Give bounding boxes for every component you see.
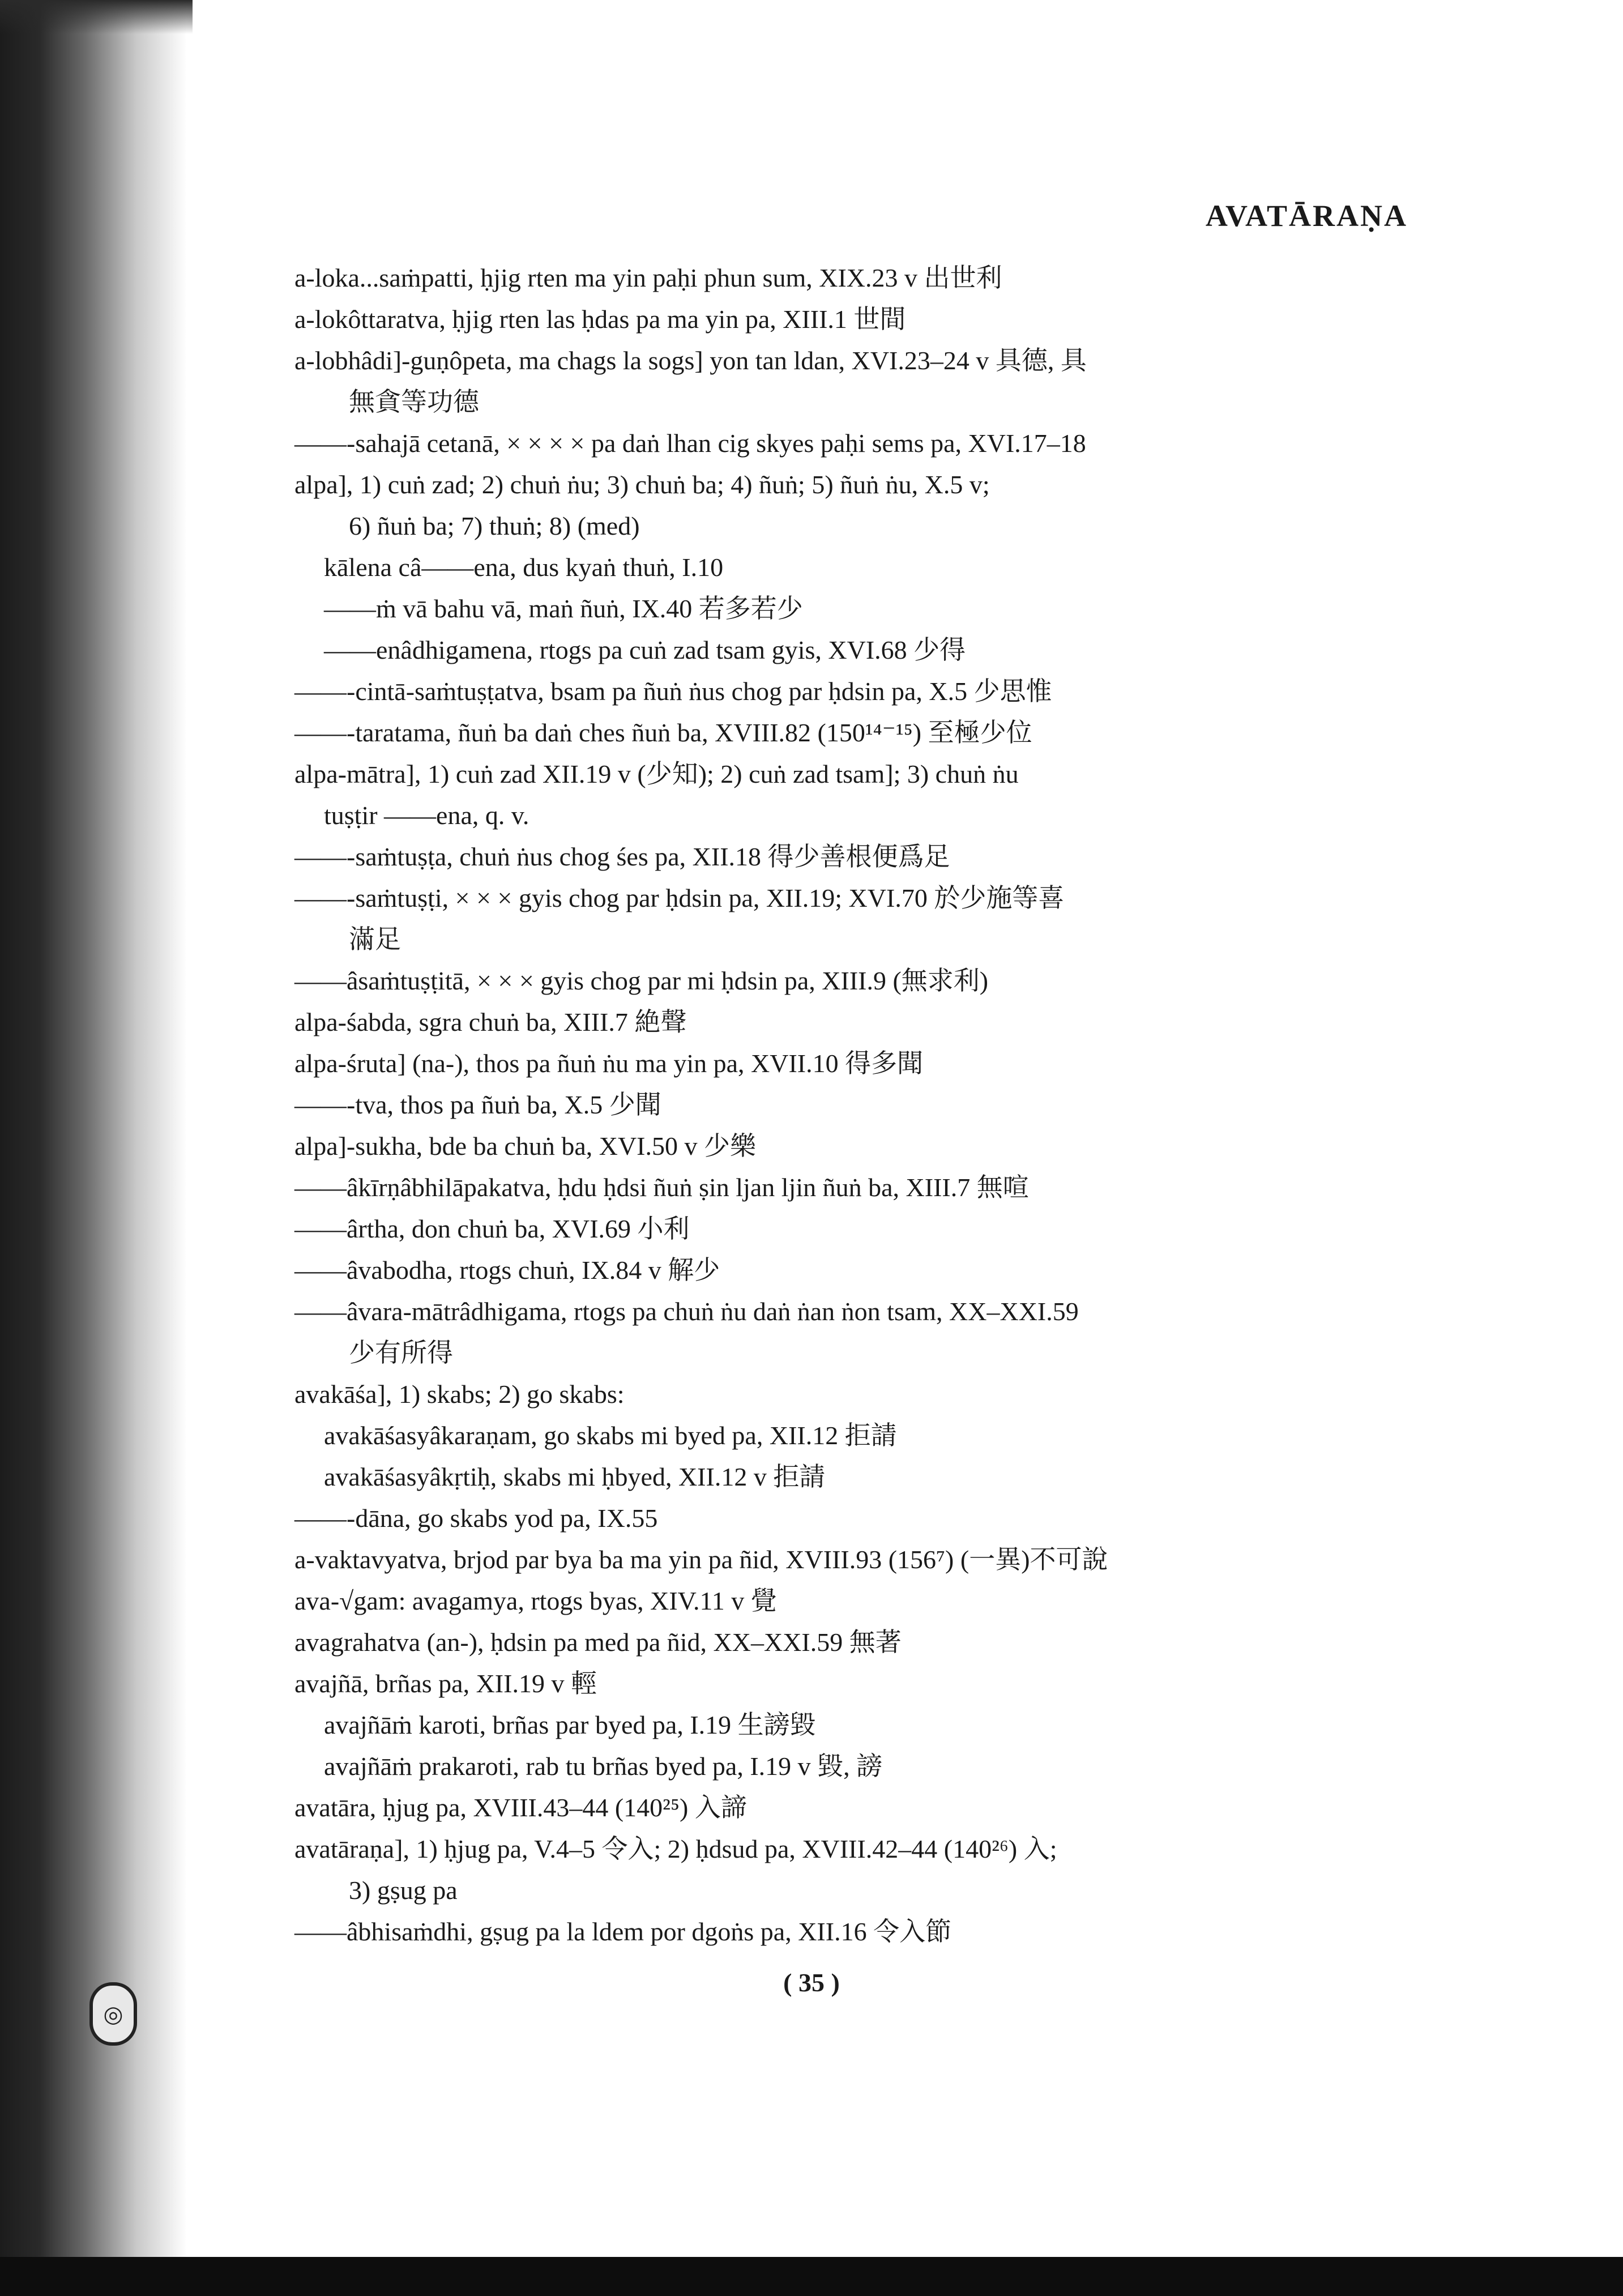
entry-line: a-lokôttaratva, ḥjig rten las ḥdas pa ma yin pa, XIII.1 世間: [294, 305, 906, 334]
entry-line: ——-cintā-saṁtuṣṭatva, bsam pa ñuṅ ṅus chog par ḥdsin pa, X.5 少思惟: [294, 677, 1052, 706]
entry-line: ——ârtha, don chuṅ ba, XVI.69 小利: [294, 1214, 690, 1243]
entry-subline: avajñāṁ prakaroti, rab tu brñas byed pa, I.19 v 毀, 謗: [324, 1752, 883, 1781]
entry-subline: ——ṁ vā bahu vā, maṅ ñuṅ, IX.40 若多若少: [324, 594, 803, 623]
glossary-entries: [294, 257, 1410, 1952]
running-head: AVATĀRAṆA: [1205, 199, 1408, 233]
entry-line: ——âvabodha, rtogs chuṅ, IX.84 v 解少: [294, 1256, 720, 1284]
entry-line: avagrahatva (an-), ḥdsin pa med pa ñid, XX–XXI.59 無著: [294, 1628, 902, 1657]
entry-line: ava-√gam: avagamya, rtogs byas, XIV.11 v 覺: [294, 1586, 777, 1615]
entry-subline: avakāśasyâkṛtiḥ, skabs mi ḥbyed, XII.12 v 拒請: [324, 1462, 826, 1491]
entry-subline: ——enâdhigamena, rtogs pa cuṅ zad tsam gyis, XVI.68 少得: [324, 635, 966, 664]
entry-line: alpa], 1) cuṅ zad; 2) chuṅ ṅu; 3) chuṅ ba; 4) ñuṅ; 5) ñuṅ ṅu, X.5 v;: [294, 470, 990, 499]
entry-line: alpa]-sukha, bde ba chuṅ ba, XVI.50 v 少樂: [294, 1132, 756, 1160]
scan-corner-shadow: [0, 0, 193, 34]
page-number: ( 35 ): [783, 1968, 840, 1997]
entry-line: ——âsaṁtuṣṭitā, × × × gyis chog par mi ḥdsin pa, XIII.9 (無求利): [294, 966, 989, 995]
entry-line: avatāraṇa], 1) ḥjug pa, V.4–5 令入; 2) ḥdsud pa, XVIII.42–44 (140²⁶) 入;: [294, 1834, 1057, 1863]
entry-line: a-lobhâdi]-guṇôpeta, ma chags la sogs] yon tan ldan, XVI.23–24 v 具德, 具: [294, 346, 1087, 375]
entry-subline: avajñāṁ karoti, brñas par byed pa, I.19 生謗毀: [324, 1710, 816, 1739]
library-seal-stamp: ◎: [89, 1982, 137, 2046]
book-spine-shadow: [0, 0, 187, 2296]
entry-line: alpa-mātra], 1) cuṅ zad XII.19 v (少知); 2) cuṅ zad tsam]; 3) chuṅ ṅu: [294, 759, 1019, 788]
entry-continuation: 6) ñuṅ ba; 7) thuṅ; 8) (med): [349, 511, 640, 540]
entry-subline: avakāśasyâkaraṇam, go skabs mi byed pa, XII.12 拒請: [324, 1421, 897, 1450]
entry-line: ——âkīrṇâbhilāpakatva, ḥdu ḥdsi ñuṅ ṣin ljan ljin ñuṅ ba, XIII.7 無喧: [294, 1173, 1029, 1202]
entry-subline: kālena câ——ena, dus kyaṅ thuṅ, I.10: [324, 553, 724, 582]
entry-line: alpa-śruta] (na-), thos pa ñuṅ ṅu ma yin pa, XVII.10 得多聞: [294, 1049, 924, 1078]
entry-line: avakāśa], 1) skabs; 2) go skabs:: [294, 1380, 625, 1409]
entry-continuation: 少有所得: [349, 1338, 453, 1367]
entry-line: ——-sahajā cetanā, × × × × pa daṅ lhan cig skyes paḥi sems pa, XVI.17–18: [294, 429, 1086, 458]
entry-line: a-vaktavyatva, brjod par bya ba ma yin pa ñid, XVIII.93 (156⁷) (一異)不可說: [294, 1545, 1108, 1574]
entry-line: ——-tva, thos pa ñuṅ ba, X.5 少聞: [294, 1090, 661, 1119]
entry-continuation: 滿足: [349, 925, 401, 954]
scan-bottom-edge: [0, 2257, 1623, 2296]
entry-line: ——-taratama, ñuṅ ba daṅ ches ñuṅ ba, XVIII.82 (150¹⁴⁻¹⁵) 至極少位: [294, 718, 1032, 747]
entry-line: ——-saṁtuṣṭa, chuṅ ṅus chog śes pa, XII.18 得少善根便爲足: [294, 842, 950, 871]
entry-subline: tuṣṭir ——ena, q. v.: [324, 801, 529, 830]
entry-line: ——âbhisaṁdhi, gṣug pa la ldem por dgoṅs pa, XII.16 令入節: [294, 1917, 952, 1946]
entry-line: avajñā, brñas pa, XII.19 v 輕: [294, 1669, 597, 1698]
entry-line: ——-saṁtuṣṭi, × × × gyis chog par ḥdsin pa, XII.19; XVI.70 於少施等喜: [294, 884, 1065, 912]
entry-continuation: 無貪等功德: [349, 387, 479, 416]
entry-line: alpa-śabda, sgra chuṅ ba, XIII.7 絶聲: [294, 1008, 687, 1036]
entry-line: ——âvara-mātrâdhigama, rtogs pa chuṅ ṅu daṅ ṅan ṅon tsam, XX–XXI.59: [294, 1297, 1079, 1326]
entry-line: ——-dāna, go skabs yod pa, IX.55: [294, 1504, 658, 1533]
entry-line: a-loka...saṁpatti, ḥjig rten ma yin paḥi phun sum, XIX.23 v 出世利: [294, 263, 1002, 292]
entry-continuation: 3) gṣug pa: [349, 1876, 458, 1905]
entry-line: avatāra, ḥjug pa, XVIII.43–44 (140²⁵) 入諦: [294, 1793, 747, 1822]
